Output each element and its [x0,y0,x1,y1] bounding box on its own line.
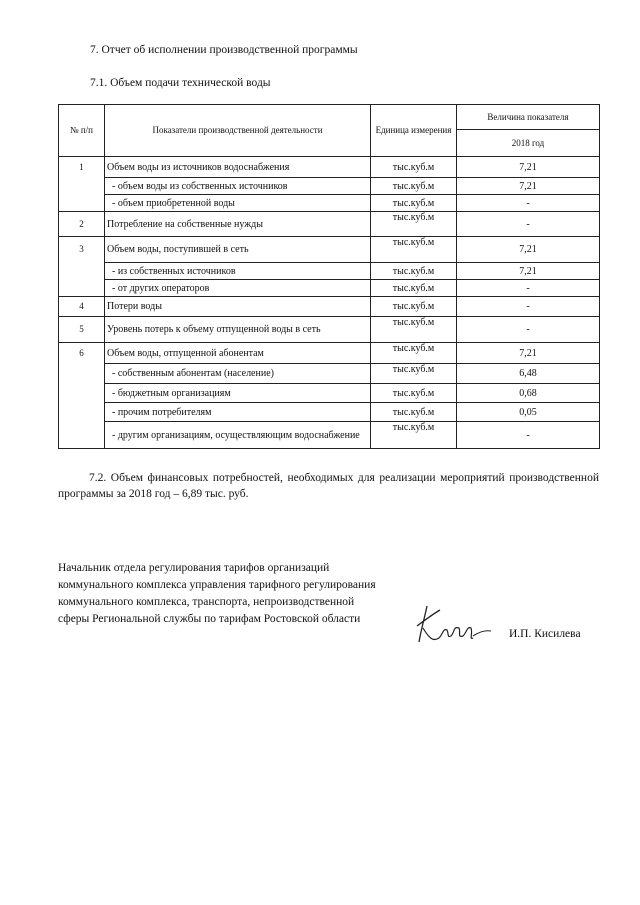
row-unit: тыс.куб.м [371,403,457,422]
row-unit: тыс.куб.м [371,212,457,237]
row-value: - [457,280,600,297]
handwritten-signature [413,598,493,648]
row-label: - объем приобретенной воды [105,195,371,212]
row-value: 0,68 [457,384,600,403]
row-value: 0,05 [457,403,600,422]
row-num [59,280,105,297]
row-unit: тыс.куб.м [371,422,457,449]
table-row [59,280,600,297]
row-unit: тыс.куб.м [371,317,457,343]
row-num [59,384,105,403]
col-unit-header: Единица измерения [371,105,457,157]
row-num: 6 [59,343,105,364]
table-row [59,343,600,364]
row-label: - собственным абонентам (население) [105,364,371,384]
row-unit: тыс.куб.м [371,263,457,280]
table-header-row [59,105,600,130]
table-row [59,297,600,317]
row-value: - [457,297,600,317]
table-row [59,403,600,422]
table-row [59,384,600,403]
row-value: 7,21 [457,263,600,280]
row-num: 5 [59,317,105,343]
row-label: - от других операторов [105,280,371,297]
row-label: - объем воды из собственных источников [105,178,371,195]
row-label: - бюджетным организациям [105,384,371,403]
table-row [59,263,600,280]
row-label: Потребление на собственные нужды [105,212,371,237]
row-label: Объем воды, отпущенной абонентам [105,343,371,364]
row-unit: тыс.куб.м [371,178,457,195]
table-row [59,422,600,449]
row-value: 7,21 [457,178,600,195]
table-row [59,364,600,384]
row-value: - [457,212,600,237]
row-label: - прочим потребителям [105,403,371,422]
table-row [59,178,600,195]
table-row [59,237,600,263]
col-year-header: 2018 год [457,130,600,157]
row-value: 7,21 [457,157,600,178]
row-num [59,364,105,384]
row-unit: тыс.куб.м [371,237,457,263]
signatory-name: И.П. Кисилева [509,628,581,640]
row-value: 7,21 [457,237,600,263]
row-num: 2 [59,212,105,237]
row-label: - другим организациям, осуществляющим водоснабжение [105,422,371,449]
row-num: 4 [59,297,105,317]
row-unit: тыс.куб.м [371,384,457,403]
row-unit: тыс.куб.м [371,195,457,212]
row-num [59,422,105,449]
row-unit: тыс.куб.м [371,280,457,297]
row-num [59,403,105,422]
row-unit: тыс.куб.м [371,157,457,178]
row-unit: тыс.куб.м [371,364,457,384]
section-title: 7. Отчет об исполнении производственной программы [90,44,358,56]
subsection-title: 7.1. Объем подачи технической воды [90,77,271,89]
row-value: - [457,317,600,343]
row-unit: тыс.куб.м [371,297,457,317]
row-value: 6,48 [457,364,600,384]
row-unit: тыс.куб.м [371,343,457,364]
row-label: Объем воды из источников водоснабжения [105,157,371,178]
col-indicator-header: Показатели производственной деятельности [105,105,371,157]
table-row [59,317,600,343]
row-num [59,263,105,280]
table-row [59,212,600,237]
row-value: - [457,422,600,449]
row-value: 7,21 [457,343,600,364]
row-num [59,178,105,195]
row-num: 3 [59,237,105,263]
row-label: - из собственных источников [105,263,371,280]
table-row [59,195,600,212]
water-supply-table [58,104,600,449]
row-label: Объем воды, поступившей в сеть [105,237,371,263]
col-value-header: Величина показателя [457,105,600,130]
row-num: 1 [59,157,105,178]
row-value: - [457,195,600,212]
financial-needs-paragraph: 7.2. Объем финансовых потребностей, необходимых для реализации мероприятий производственной программы за 2018 год – 6,89 тыс. руб. [58,472,599,500]
row-label: Потери воды [105,297,371,317]
row-label: Уровень потерь к объему отпущенной воды в сеть [105,317,371,343]
col-num-header: № п/п [59,105,105,157]
table-row [59,157,600,178]
signatory-position: Начальник отдела регулирования тарифов организаций коммунального комплекса управления тарифного регулирования коммунального комплекса, транспорта, непроизводственной сферы Региональной службы по тарифам Ростовской области [58,562,376,625]
row-num [59,195,105,212]
